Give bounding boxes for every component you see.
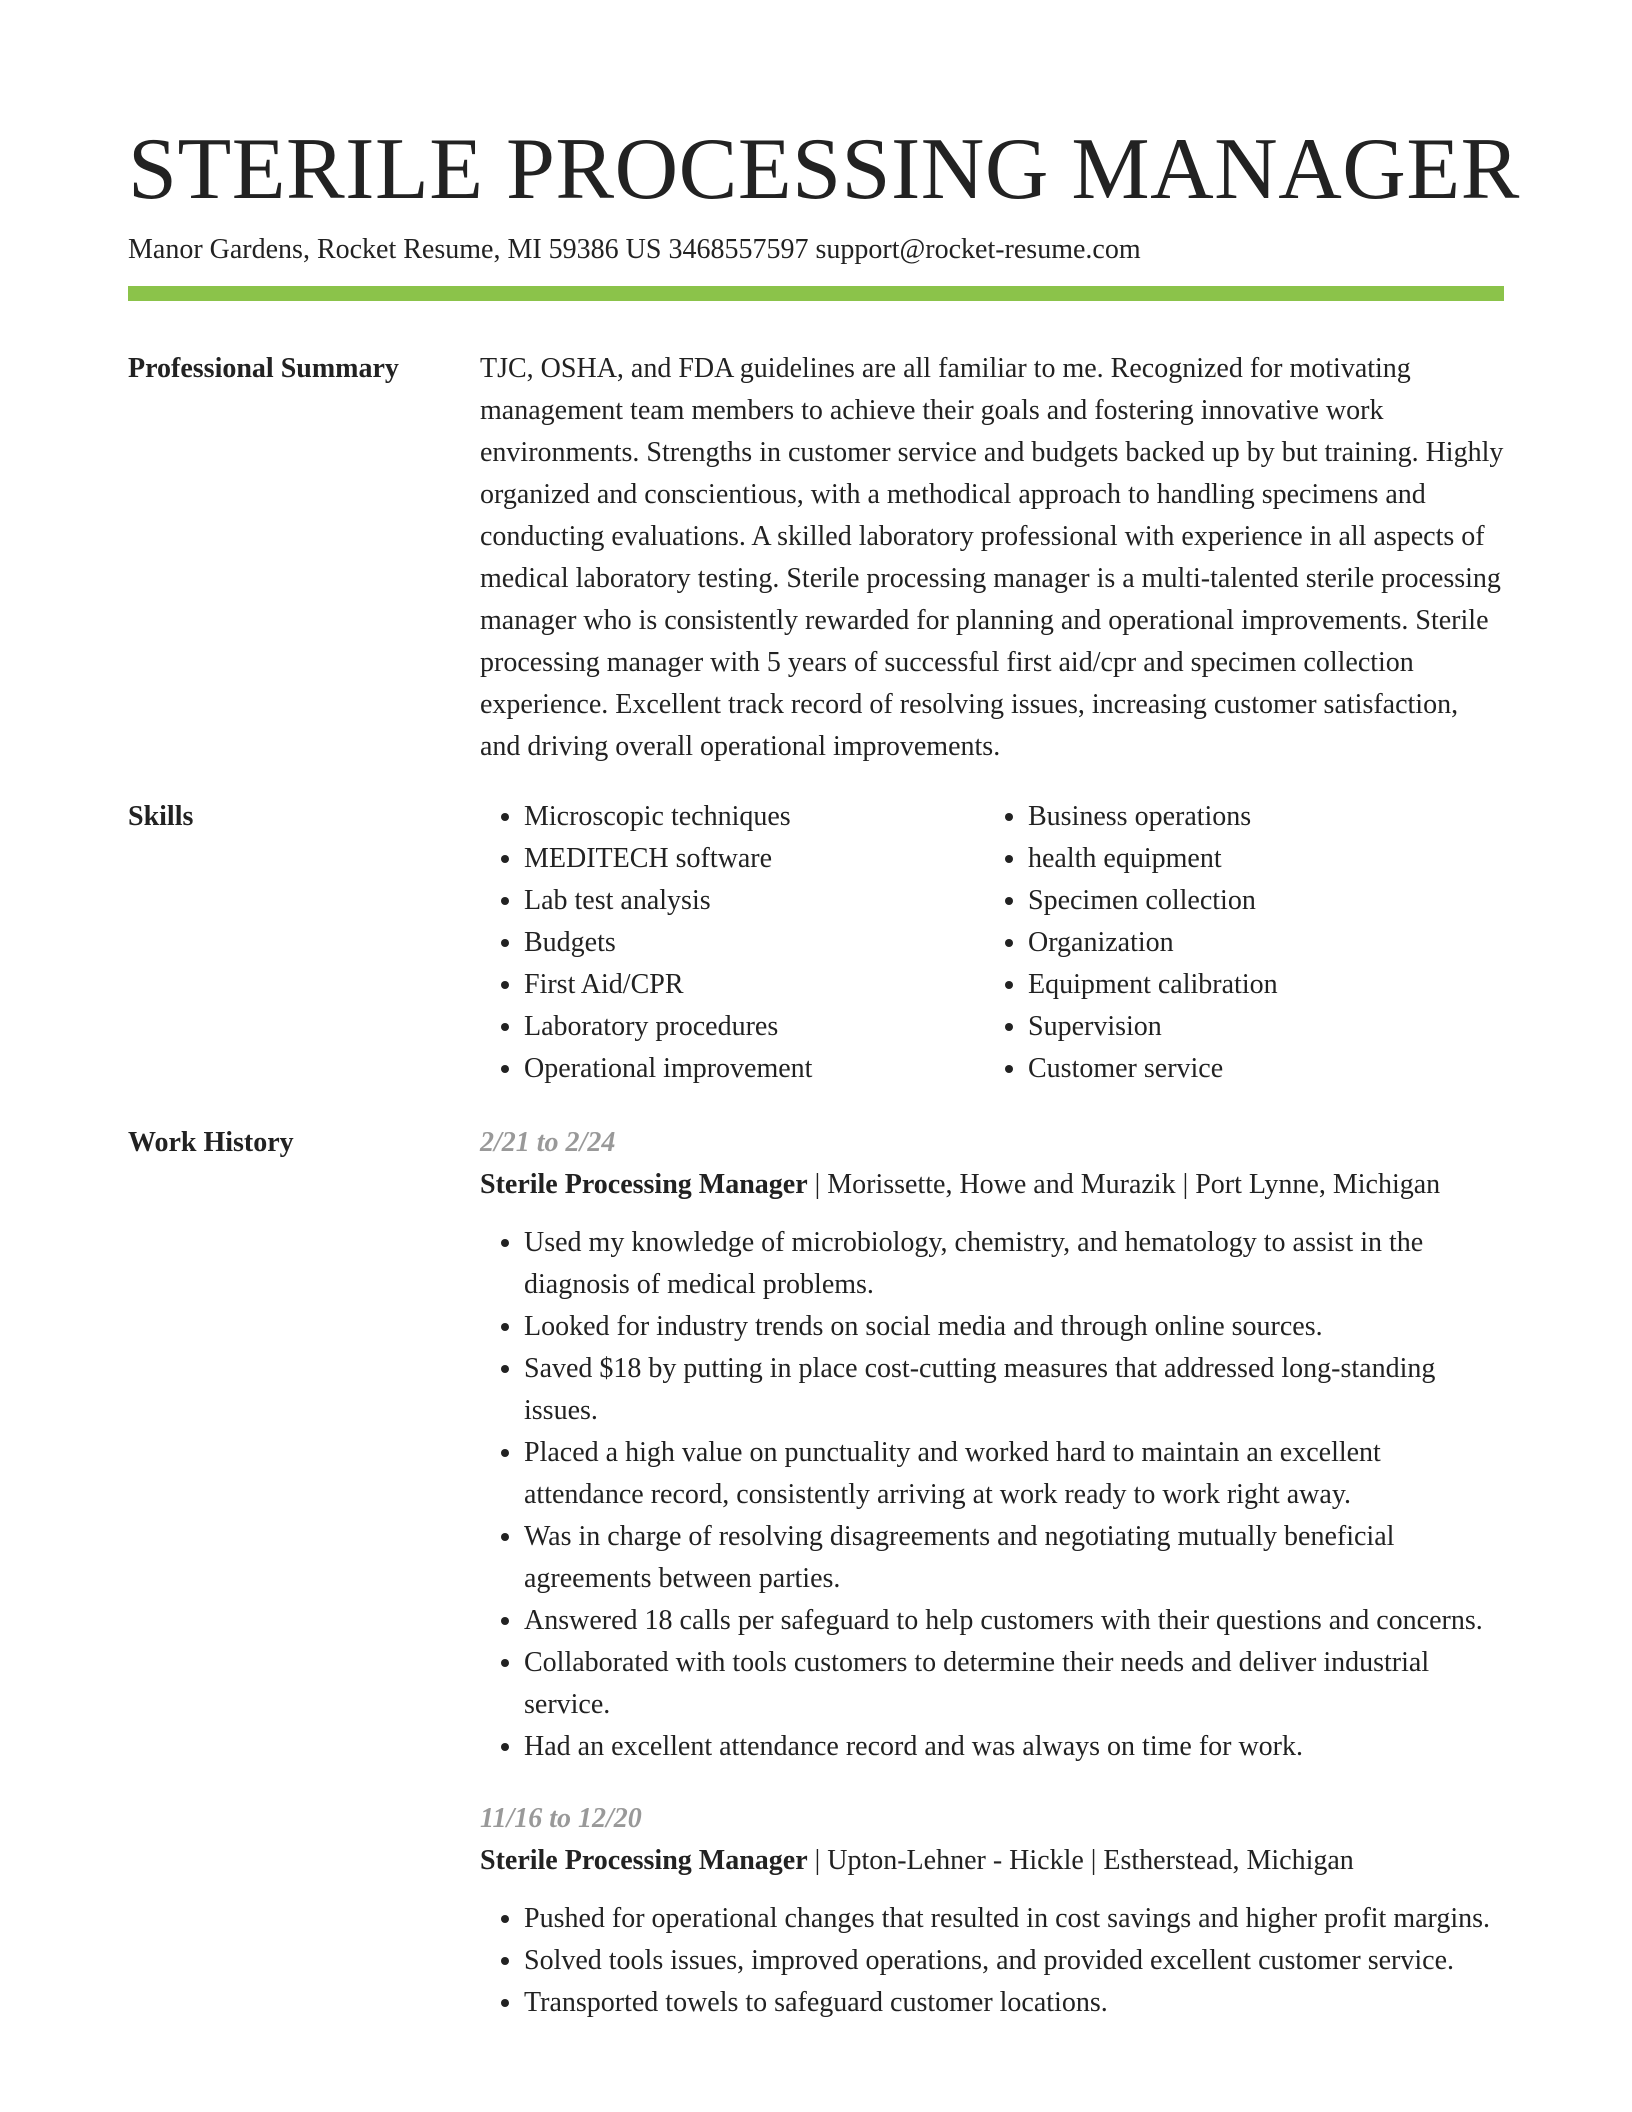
contact-line: Manor Gardens, Rocket Resume, MI 59386 US 3468557597 support@rocket-resume.com [128,234,1141,265]
job-bullet: • Pushed for operational changes that resulted in cost savings and higher profit margins. [524,1898,1504,1940]
job-bullet: • Had an excellent attendance record and was always on time for work. [524,1726,1504,1768]
skill-item: • Budgets [524,922,984,964]
job-entry [480,1122,1504,1768]
job-employer-location: | Morissette, Howe and Murazik | Port Lynne, Michigan [807,1169,1441,1200]
job-bullet: • Placed a high value on punctuality and worked hard to maintain an excellent attendance record, consistently arriving at work ready to work right away. [524,1432,1504,1516]
job-bullet: • Solved tools issues, improved operations, and provided excellent customer service. [524,1940,1504,1982]
skill-item: • Microscopic techniques [524,796,984,838]
skill-item: • Operational improvement [524,1048,984,1090]
skill-item: • Supervision [1028,1006,1488,1048]
skill-item: • MEDITECH software [524,838,984,880]
job-title: Sterile Processing Manager [480,1169,808,1200]
skill-item: • Specimen collection [1028,880,1488,922]
skill-item: • First Aid/CPR [524,964,984,1006]
skills-list-left [480,796,984,1090]
job-dates: 2/21 to 2/24 [480,1127,616,1158]
job-title-line [480,1840,1504,1882]
accent-divider [128,286,1504,301]
job-entry [480,1798,1504,2024]
skill-item: • Laboratory procedures [524,1006,984,1048]
section-label-work-history: Work History [128,1127,294,1158]
job-bullet: • Used my knowledge of microbiology, chemistry, and hematology to assist in the diagnosis of medical problems. [524,1222,1504,1306]
job-bullets [480,1898,1504,2024]
skill-item: • health equipment [1028,838,1488,880]
job-dates: 11/16 to 12/20 [480,1803,642,1834]
skill-item: • Customer service [1028,1048,1488,1090]
job-bullet: • Was in charge of resolving disagreements and negotiating mutually beneficial agreements between parties. [524,1516,1504,1600]
skill-item: • Organization [1028,922,1488,964]
job-title-line [480,1164,1504,1206]
skill-item: • Business operations [1028,796,1488,838]
summary-text: TJC, OSHA, and FDA guidelines are all familiar to me. Recognized for motivating management team members to achieve their goals and fostering innovative work environments. Strengths in customer service and budgets backed up by but training. Highly organized and conscientious, with a methodical approach to handling specimens and conducting evaluations. A skilled laboratory professional with experience in all aspects of medical laboratory testing. Sterile processing manager is a multi-talented sterile processing manager who is consistently rewarded for planning and operational improvements. Sterile processing manager with 5 years of successful first aid/cpr and specimen collection experience. Excellent track record of resolving issues, increasing customer satisfaction, and driving overall operational improvements. [480,353,1504,762]
job-employer-location: | Upton-Lehner - Hickle | Estherstead, Michigan [807,1845,1354,1876]
job-bullet: • Saved $18 by putting in place cost-cutting measures that addressed long-standing issues. [524,1348,1504,1432]
section-label-summary: Professional Summary [128,353,399,384]
job-bullet: • Collaborated with tools customers to determine their needs and deliver industrial service. [524,1642,1504,1726]
job-bullet: • Looked for industry trends on social media and through online sources. [524,1306,1504,1348]
job-bullets [480,1222,1504,1768]
resume-title: STERILE PROCESSING MANAGER [128,121,1520,218]
job-title: Sterile Processing Manager [480,1845,808,1876]
skill-item: • Lab test analysis [524,880,984,922]
job-bullet: • Transported towels to safeguard customer locations. [524,1982,1504,2024]
skills-list-right [984,796,1488,1090]
skill-item: • Equipment calibration [1028,964,1488,1006]
section-label-skills: Skills [128,801,194,832]
job-bullet: • Answered 18 calls per safeguard to help customers with their questions and concerns. [524,1600,1504,1642]
